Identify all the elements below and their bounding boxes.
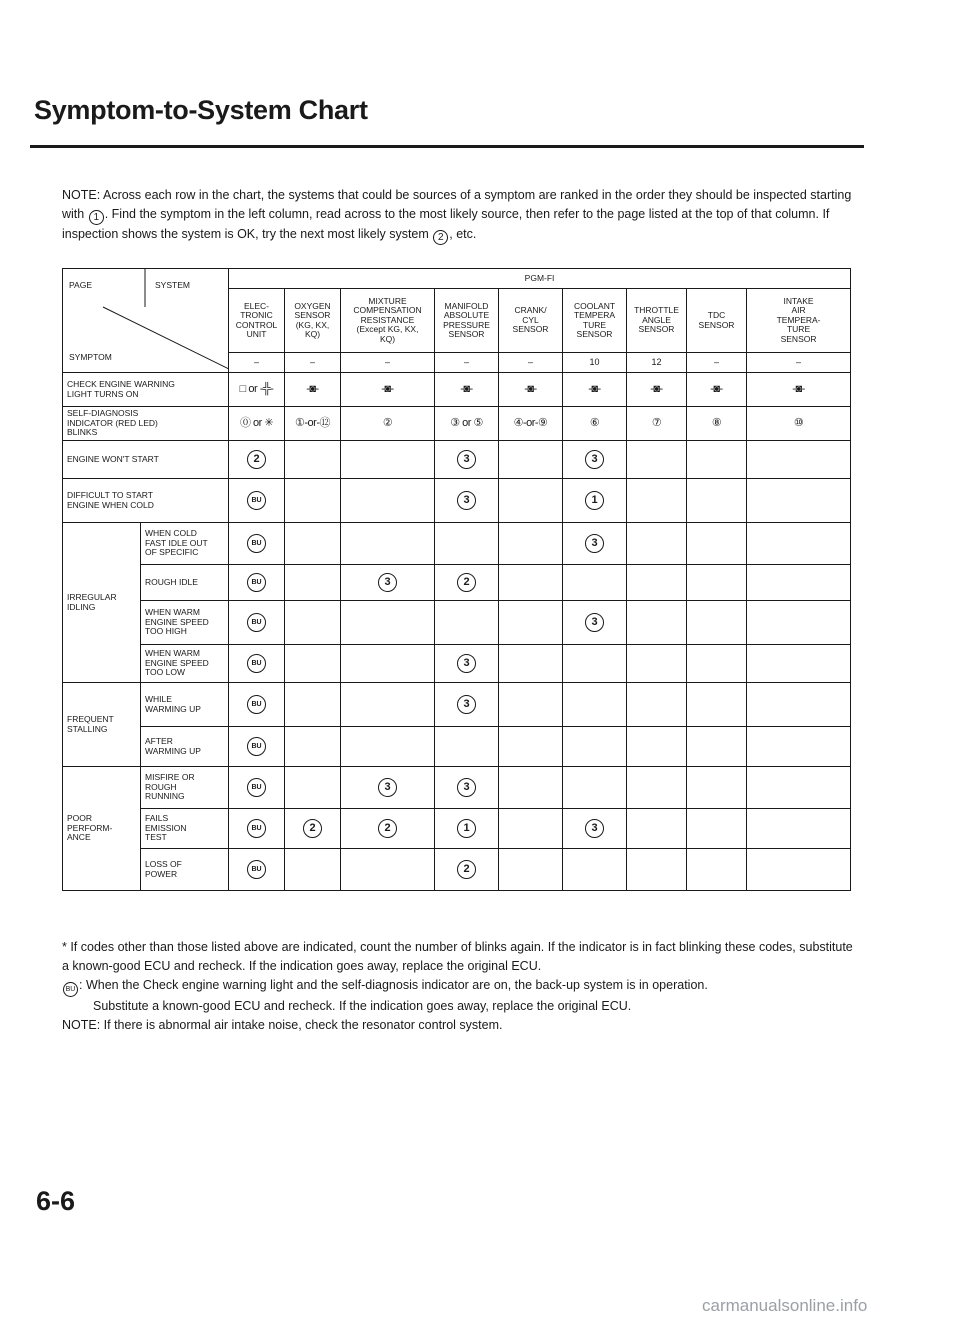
rank-cell (627, 645, 687, 683)
self-diagnosis-cell-1 (285, 407, 341, 441)
rank-cell (229, 479, 285, 523)
corner-page-label: PAGE (69, 280, 92, 290)
blink-code-icon: ③ or ⑤ (450, 416, 483, 429)
rank-cell (627, 727, 687, 767)
rank-cell (687, 767, 747, 809)
rank-cell (563, 849, 627, 891)
circled-one: 1 (89, 210, 104, 225)
rank-cell (627, 523, 687, 565)
rank-cell (499, 645, 563, 683)
system-header-7: TDC SENSOR (687, 289, 747, 353)
symptom-label: ENGINE WON'T START (63, 441, 229, 479)
backup-system-mark: BU (247, 695, 266, 714)
rank-cell (747, 523, 851, 565)
rank-cell (563, 809, 627, 849)
page-ref-7: – (687, 353, 747, 373)
page-ref-5: 10 (563, 353, 627, 373)
rank-cell (341, 645, 435, 683)
rank-cell (285, 523, 341, 565)
rank-cell (285, 727, 341, 767)
rank-cell (687, 601, 747, 645)
backup-system-mark: BU (247, 573, 266, 592)
symptom-label: WHEN COLD FAST IDLE OUT OF SPECIFIC (141, 523, 229, 565)
rank-mark: 2 (457, 573, 476, 592)
rank-cell (285, 767, 341, 809)
rank-cell (499, 523, 563, 565)
intro-note (62, 186, 862, 245)
rank-mark: 3 (585, 450, 604, 469)
backup-system-mark: BU (247, 654, 266, 673)
rank-cell (341, 441, 435, 479)
rank-cell (747, 683, 851, 727)
footnote-substitute: Substitute a known-good ECU and recheck. If the indication goes away, replace the original ECU. (93, 999, 632, 1013)
self-diagnosis-cell-7 (687, 407, 747, 441)
symptom-row (63, 683, 851, 727)
blink-code-icon: ⑧ (711, 416, 722, 429)
rank-mark: 2 (378, 819, 397, 838)
note-text-3: , etc. (449, 227, 477, 241)
rank-cell (285, 601, 341, 645)
symptom-group-label: POOR PERFORM- ANCE (63, 767, 141, 891)
note-text-2: . Find the symptom in the left column, read across to the most likely source, then refer to the page listed at the top of that column. If inspection shows the system is OK, try the next most likely system (62, 207, 830, 241)
rank-mark: 2 (303, 819, 322, 838)
system-header-4: CRANK/ CYL SENSOR (499, 289, 563, 353)
page-ref-0: – (229, 353, 285, 373)
rank-cell (747, 809, 851, 849)
blink-code-icon: ⑥ (589, 416, 600, 429)
check-engine-cell-6 (627, 373, 687, 407)
rank-cell (747, 645, 851, 683)
backup-system-mark: BU (247, 737, 266, 756)
system-header-0: ELEC- TRONIC CONTROL UNIT (229, 289, 285, 353)
rank-cell (627, 767, 687, 809)
rank-cell (341, 601, 435, 645)
footnote-backup-text: : When the Check engine warning light and the self-diagnosis indicator are on, the back-up system is in operation. (79, 978, 708, 992)
rank-cell (285, 683, 341, 727)
check-engine-cell-0 (229, 373, 285, 407)
rank-cell (499, 601, 563, 645)
rank-cell (285, 479, 341, 523)
page-ref-3: – (435, 353, 499, 373)
symptom-row (63, 523, 851, 565)
rank-cell (627, 601, 687, 645)
bu-badge: BU (63, 982, 78, 997)
symptom-label: AFTER WARMING UP (141, 727, 229, 767)
rank-cell (499, 441, 563, 479)
watermark: carmanualsonline.info (702, 1296, 868, 1315)
check-engine-cell-8 (747, 373, 851, 407)
page-ref-8: – (747, 353, 851, 373)
symptom-chart (62, 268, 851, 891)
symptom-row (63, 441, 851, 479)
rank-cell (747, 849, 851, 891)
rank-cell (229, 645, 285, 683)
system-header-6: THROTTLE ANGLE SENSOR (627, 289, 687, 353)
rank-cell (687, 479, 747, 523)
rank-cell (499, 565, 563, 601)
backup-system-mark: BU (247, 778, 266, 797)
rank-mark: 3 (585, 613, 604, 632)
rank-cell (563, 523, 627, 565)
corner-symptom-label: SYMPTOM (69, 352, 112, 362)
rank-cell (563, 767, 627, 809)
rank-cell (499, 683, 563, 727)
rank-mark: 2 (457, 860, 476, 879)
rank-cell (435, 645, 499, 683)
chart-corner (63, 269, 229, 373)
rank-cell (341, 479, 435, 523)
symptom-label: WHEN WARM ENGINE SPEED TOO LOW (141, 645, 229, 683)
symptom-label: FAILS EMISSION TEST (141, 809, 229, 849)
rank-cell (563, 645, 627, 683)
rank-cell (627, 683, 687, 727)
rank-cell (285, 849, 341, 891)
backup-system-mark: BU (247, 534, 266, 553)
rank-mark: 3 (457, 778, 476, 797)
check-engine-indicator-icon: ‑◙‑ (460, 382, 473, 395)
symptom-row (63, 849, 851, 891)
self-diagnosis-cell-8 (747, 407, 851, 441)
symptom-row (63, 565, 851, 601)
rank-mark: 1 (457, 819, 476, 838)
check-engine-cell-7 (687, 373, 747, 407)
rank-cell (435, 523, 499, 565)
rank-cell (563, 727, 627, 767)
rank-cell (229, 727, 285, 767)
self-diagnosis-cell-5 (563, 407, 627, 441)
rank-cell (747, 727, 851, 767)
rank-mark: 2 (247, 450, 266, 469)
check-engine-cell-5 (563, 373, 627, 407)
check-engine-cell-3 (435, 373, 499, 407)
backup-system-mark: BU (247, 860, 266, 879)
rank-cell (563, 601, 627, 645)
rank-cell (687, 727, 747, 767)
rank-cell (341, 849, 435, 891)
rank-cell (341, 523, 435, 565)
page-ref-6: 12 (627, 353, 687, 373)
symptom-row (63, 809, 851, 849)
rank-mark: 3 (457, 450, 476, 469)
rank-mark: 1 (585, 491, 604, 510)
rank-mark: 3 (585, 534, 604, 553)
backup-system-mark: BU (247, 819, 266, 838)
check-engine-indicator-icon: ‑◙‑ (650, 382, 663, 395)
symptom-label: MISFIRE OR ROUGH RUNNING (141, 767, 229, 809)
self-diagnosis-cell-0 (229, 407, 285, 441)
rank-cell (747, 441, 851, 479)
rank-cell (435, 767, 499, 809)
blink-code-icon: ⓪ or ✳ (239, 416, 274, 429)
symptom-group-label: FREQUENT STALLING (63, 683, 141, 767)
check-engine-indicator-icon: ‑◙‑ (588, 382, 601, 395)
rank-cell (499, 809, 563, 849)
rank-cell (687, 645, 747, 683)
system-header-5: COOLANT TEMPERA TURE SENSOR (563, 289, 627, 353)
rank-mark: 3 (585, 819, 604, 838)
note-text-1: NOTE: Across each row in the chart, the systems that could be sources of a symptom are ranked in the order they should be inspected starting with (62, 188, 852, 221)
rank-cell (563, 683, 627, 727)
blink-code-icon: ①‑or‑⑫ (295, 416, 330, 429)
backup-system-mark: BU (247, 613, 266, 632)
backup-system-mark: BU (247, 491, 266, 510)
rank-cell (687, 565, 747, 601)
rank-cell (341, 727, 435, 767)
rank-cell (285, 565, 341, 601)
rank-cell (499, 479, 563, 523)
page-ref-1: – (285, 353, 341, 373)
title-rule (30, 145, 864, 148)
rank-cell (229, 601, 285, 645)
self-diagnosis-label: SELF-DIAGNOSIS INDICATOR (RED LED) BLINKS (63, 407, 229, 441)
circled-two: 2 (433, 230, 448, 245)
self-diagnosis-cell-4 (499, 407, 563, 441)
rank-cell (627, 565, 687, 601)
rank-cell (563, 565, 627, 601)
page-number: 6-6 (36, 1186, 76, 1216)
self-diagnosis-cell-6 (627, 407, 687, 441)
rank-cell (687, 849, 747, 891)
rank-cell (747, 479, 851, 523)
rank-cell (285, 809, 341, 849)
check-engine-indicator-icon: ‑◙‑ (710, 382, 723, 395)
rank-mark: 3 (378, 573, 397, 592)
footnotes (62, 938, 862, 1035)
symptom-row (63, 767, 851, 809)
rank-cell (341, 683, 435, 727)
blink-code-icon: ⑩ (793, 416, 804, 429)
rank-cell (341, 565, 435, 601)
system-header-8: INTAKE AIR TEMPERA- TURE SENSOR (747, 289, 851, 353)
rank-cell (341, 767, 435, 809)
rank-cell (229, 683, 285, 727)
symptom-group-label: IRREGULAR IDLING (63, 523, 141, 683)
page-title: Symptom-to-System Chart (34, 95, 368, 125)
rank-cell (687, 523, 747, 565)
rank-mark: 3 (378, 778, 397, 797)
symptom-label: ROUGH IDLE (141, 565, 229, 601)
check-engine-label: CHECK ENGINE WARNING LIGHT TURNS ON (63, 373, 229, 407)
check-engine-cell-4 (499, 373, 563, 407)
rank-cell (747, 565, 851, 601)
rank-cell (435, 809, 499, 849)
symptom-label: LOSS OF POWER (141, 849, 229, 891)
rank-cell (563, 441, 627, 479)
rank-cell (435, 601, 499, 645)
rank-cell (229, 767, 285, 809)
symptom-label: DIFFICULT TO START ENGINE WHEN COLD (63, 479, 229, 523)
corner-system-label: SYSTEM (155, 280, 190, 290)
blink-code-icon: ② (382, 416, 393, 429)
page-ref-2: – (341, 353, 435, 373)
symptom-row (63, 645, 851, 683)
check-engine-indicator-icon: ‑◙‑ (306, 382, 319, 395)
rank-cell (435, 441, 499, 479)
symptom-row (63, 479, 851, 523)
footnote-backup (62, 976, 862, 997)
rank-cell (229, 809, 285, 849)
footnote-codes: * If codes other than those listed above are indicated, count the number of blinks again. If the indicator is in fact blinking these codes, substitute a known-good ECU and recheck. If the indication goes away, replace the original ECU. (62, 940, 853, 973)
rank-cell (229, 523, 285, 565)
rank-cell (435, 683, 499, 727)
check-engine-indicator-icon: ‑◙‑ (381, 382, 394, 395)
self-diagnosis-cell-3 (435, 407, 499, 441)
rank-cell (747, 767, 851, 809)
rank-cell (435, 565, 499, 601)
check-engine-indicator-icon: ‑◙‑ (792, 382, 805, 395)
rank-cell (687, 683, 747, 727)
rank-mark: 3 (457, 654, 476, 673)
rank-cell (435, 727, 499, 767)
page-ref-4: – (499, 353, 563, 373)
rank-cell (499, 849, 563, 891)
symptom-label: WHILE WARMING UP (141, 683, 229, 727)
footnote-intake-noise: NOTE: If there is abnormal air intake noise, check the resonator control system. (62, 1018, 503, 1032)
symptom-label: WHEN WARM ENGINE SPEED TOO HIGH (141, 601, 229, 645)
rank-cell (435, 849, 499, 891)
rank-cell (687, 441, 747, 479)
rank-cell (687, 809, 747, 849)
symptom-row (63, 601, 851, 645)
rank-cell (499, 767, 563, 809)
rank-cell (747, 601, 851, 645)
check-engine-cell-2 (341, 373, 435, 407)
rank-mark: 3 (457, 695, 476, 714)
blink-code-icon: ⑦ (651, 416, 662, 429)
rank-cell (229, 565, 285, 601)
rank-cell (627, 809, 687, 849)
rank-cell (435, 479, 499, 523)
symptom-row (63, 727, 851, 767)
rank-cell (563, 479, 627, 523)
check-engine-indicator-icon: ‑◙‑ (524, 382, 537, 395)
rank-cell (229, 849, 285, 891)
rank-cell (627, 479, 687, 523)
system-header-1: OXYGEN SENSOR (KG, KX, KQ) (285, 289, 341, 353)
rank-cell (285, 441, 341, 479)
self-diagnosis-cell-2 (341, 407, 435, 441)
group-header-pgmfi: PGM-FI (229, 269, 851, 289)
rank-cell (627, 441, 687, 479)
rank-cell (341, 809, 435, 849)
system-header-2: MIXTURE COMPENSATION RESISTANCE (Except KG, KX, KQ) (341, 289, 435, 353)
rank-cell (627, 849, 687, 891)
check-engine-cell-1 (285, 373, 341, 407)
rank-cell (229, 441, 285, 479)
rank-cell (499, 727, 563, 767)
system-header-3: MANIFOLD ABSOLUTE PRESSURE SENSOR (435, 289, 499, 353)
rank-cell (285, 645, 341, 683)
rank-mark: 3 (457, 491, 476, 510)
blink-code-icon: ④‑or‑⑨ (513, 416, 548, 429)
check-engine-indicator-icon: □ or ‑╬‑ (239, 382, 274, 395)
